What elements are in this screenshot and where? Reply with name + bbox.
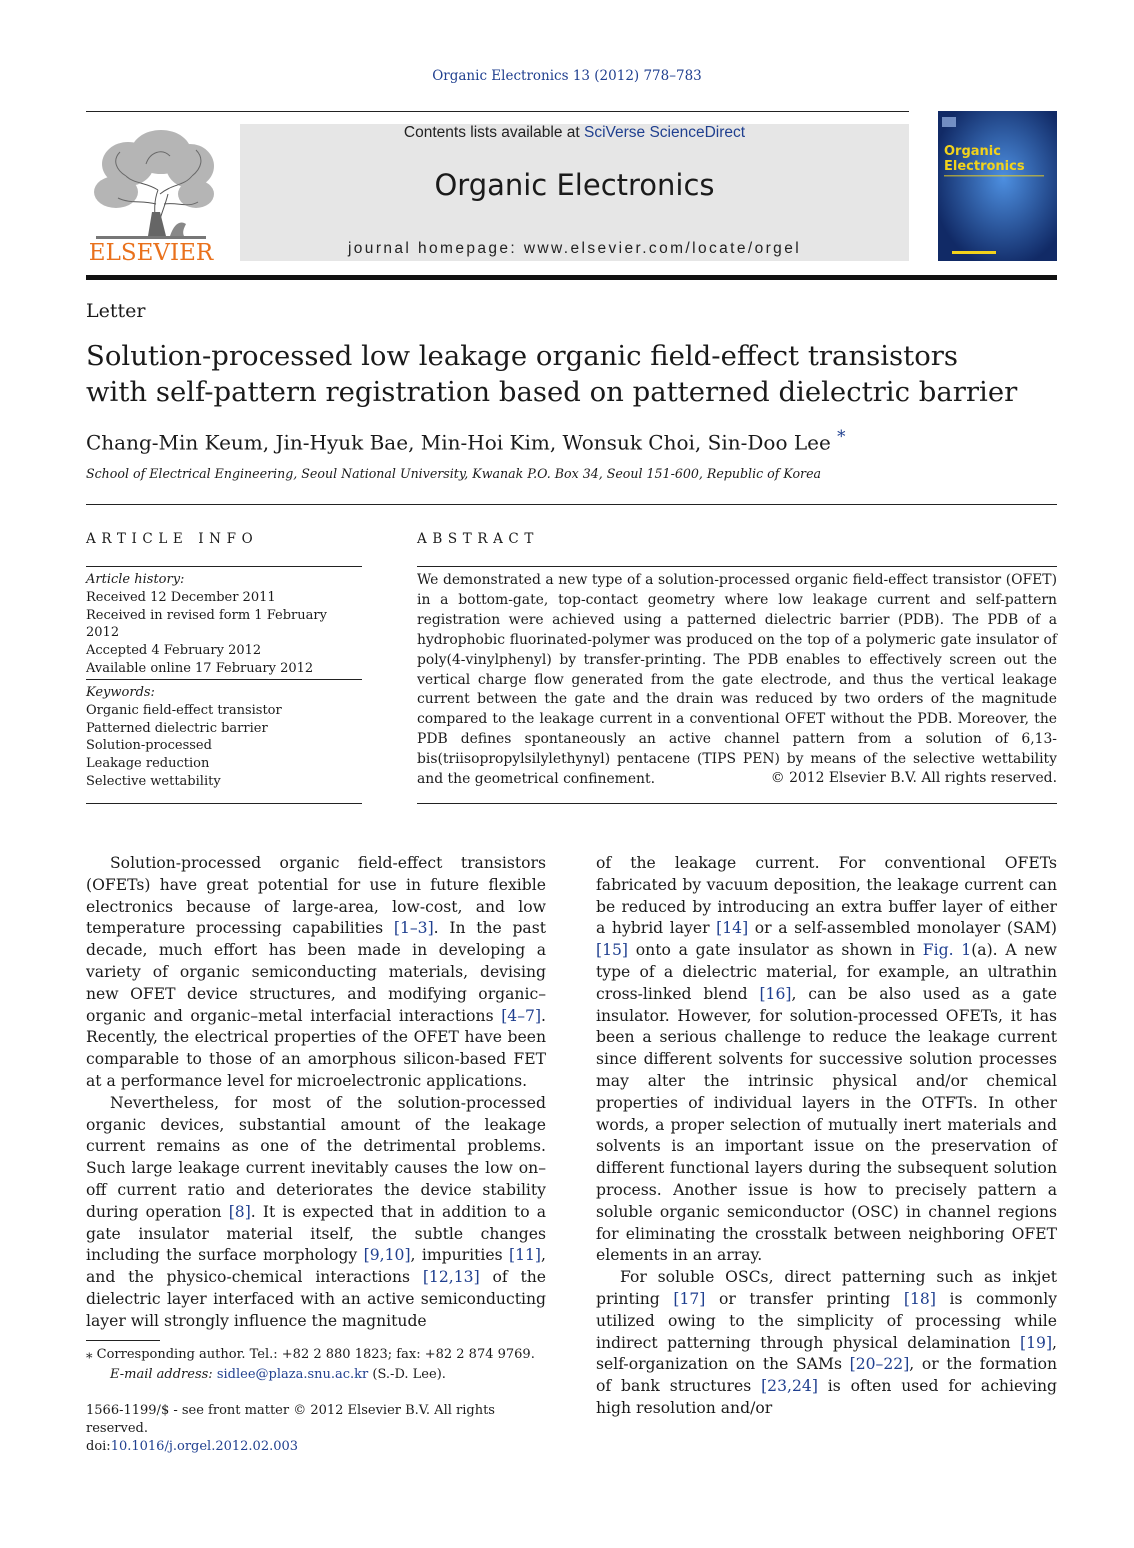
email-label: E-mail address: (110, 1367, 217, 1382)
citation-link[interactable]: [18] (903, 1289, 936, 1308)
footnote-corresponding-line (86, 1345, 556, 1365)
author-names: Chang-Min Keum, Jin-Hyuk Bae, Min-Hoi Kim, Wonsuk Choi, Sin-Doo Lee (86, 430, 831, 455)
abstract-text: We demonstrated a new type of a solution-processed organic field-effect transistor (OFET) in a bottom-gate, top-contact geometry where low leakage current and self-pattern registration were achieved using a patterned dielectric barrier (PDB). The PDB of a hydrophobic fluorinated-polymer was produced on the top of a polymeric gate insulator of poly(4-vinylphenyl) by transfer-printing. The PDB enables to effectively screen out the vertical charge flow generated from the gate electrode, and thus the vertical leakage current between the gate and the drain was reduced by two orders of the magnitude compared to the leakage current in a conventional OFET without the PDB. Moreover, the PDB defines spontaneously an active channel pattern from a solution of 6,13-bis(triisopropylsilylethynyl) pentacene (TIPS PEN) by means of the selective wettability and the geometrical confinement. (417, 572, 1057, 788)
footnote-email-line (86, 1365, 556, 1385)
author-list (86, 427, 845, 455)
paragraph-text: . It is expected that in addition to a gate insulator material itself, the subtle changes including the surface morphology (86, 1202, 546, 1265)
article-history-label: Article history: (86, 572, 185, 587)
citation-link[interactable]: [4–7] (501, 1006, 542, 1025)
paragraph-text: . In the past decade, much effort has been made in developing a variety of organic semiconducting materials, devising new OFET device structures, and modifying organic–organic and organic–metal interfacial interactions (86, 919, 546, 1025)
corresponding-author-mark[interactable]: * (837, 427, 846, 446)
doi-prefix: doi: (86, 1439, 111, 1454)
citation-link[interactable]: [17] (673, 1289, 706, 1308)
paragraph-text: , can be also used as a gate insulator. However, for solution-processed OFETs, it has been a serious challenge to reduce the leakage current since different solvents for successive solution processes may alter the intrinsic physical and/or chemical properties of individual layers in the OTFTs. In other words, a proper selection of mutually inert materials and solvents is an important issue on the preservation of different functional layers during the subsequent solution process. Another issue is how to precisely pattern a soluble organic semiconductor (OSC) in channel regions for eliminating the crosstalk between neighboring OFET elements in an array. (596, 984, 1057, 1265)
keyword-item: Organic field-effect transistor (86, 702, 282, 718)
footnote-rule (86, 1340, 160, 1341)
paragraph-text: Solution-processed organic field-effect transistors (OFETs) have great potential for use in future flexible electronics because of large-area, low-cost, and low temperature processing capabilities (86, 854, 546, 938)
keyword-item: Leakage reduction (86, 756, 210, 772)
paragraph-text: , and the physico-chemical interactions (86, 1246, 546, 1287)
header-thick-rule (86, 275, 1057, 280)
abstract-rule (417, 566, 1057, 567)
paragraph-text: Nevertheless, for most of the solution-processed organic devices, substantial amount of the leakage current remains as one of the detrimental problems. Such large leakage current inevitably causes the low on–off current ratio and deteriorates the device stability during operation (86, 1093, 546, 1221)
citation-link[interactable]: [20–22] (849, 1355, 910, 1374)
paragraph-text: is commonly utilized owing to the simplicity of processing while indirect patterning through physical delamination (596, 1289, 1058, 1352)
keywords (86, 684, 362, 791)
footnote-mark: ⁎ (86, 1347, 93, 1362)
body-column-left (86, 853, 546, 1333)
cover-art (938, 111, 1057, 261)
info-rule (86, 679, 362, 680)
paragraph-text: or a self-assembled monolayer (SAM) (748, 919, 1057, 938)
journal-citation-link[interactable]: Organic Electronics 13 (2012) 778–783 (432, 68, 702, 84)
keyword-item: Patterned dielectric barrier (86, 720, 268, 736)
paragraph-text: For soluble OSCs, direct patterning such as inkjet printing (596, 1268, 1057, 1308)
keyword-item: Selective wettability (86, 773, 221, 789)
citation-link[interactable]: [9,10] (363, 1246, 411, 1265)
citation-link[interactable]: [15] (596, 941, 629, 960)
article-title-line-1: Solution-processed low leakage organic field-effect transistors (86, 340, 959, 372)
paragraph-text: (a). A new type of a dielectric material, for example, an ultrathin cross-linked blend (596, 941, 1058, 1003)
citation-link[interactable]: Fig. 1 (922, 941, 972, 960)
corresponding-author-footnote (86, 1345, 556, 1385)
article-title (86, 338, 1046, 410)
front-matter-line: 1566-1199/$ - see front matter © 2012 Elsevier B.V. All rights reserved. (86, 1403, 495, 1436)
elsevier-tree-icon (86, 124, 216, 264)
history-item: Available online 17 February 2012 (86, 660, 314, 676)
front-matter (86, 1402, 556, 1456)
paragraph-text: onto a gate insulator as shown in (628, 941, 923, 960)
journal-title: Organic Electronics (434, 168, 715, 202)
paragraph-text: or transfer printing (705, 1289, 904, 1308)
svg-text:ELSEVIER: ELSEVIER (88, 240, 214, 264)
abstract-copyright: © 2012 Elsevier B.V. All rights reserved. (770, 770, 1057, 786)
paragraph-text: , or the formation of bank structures (596, 1355, 1058, 1396)
history-item: Accepted 4 February 2012 (86, 643, 262, 659)
paragraph-text: , impurities (410, 1246, 509, 1265)
body-paragraph (596, 853, 1057, 1267)
info-rule (86, 566, 362, 567)
journal-homepage-link[interactable]: journal homepage: www.elsevier.com/locate/orgel (347, 240, 802, 257)
svg-text:Electronics: Electronics (944, 159, 1025, 174)
paragraph-text: is often used for achieving high resolution and/or (596, 1377, 1058, 1417)
paragraph-text: . Recently, the electrical properties of the OFET have been comparable to those of an amorphous silicon-based FET at a performance level for microelectronic applications. (86, 1006, 546, 1090)
history-item: Received in revised form 1 February 2012 (86, 607, 327, 641)
body-paragraph (596, 1267, 1057, 1420)
sciencedirect-link[interactable]: SciVerse ScienceDirect (583, 124, 746, 141)
contents-available-line (240, 124, 909, 142)
journal-cover-image[interactable] (938, 111, 1057, 261)
abstract-rule (417, 803, 1057, 804)
abstract-heading: ABSTRACT (417, 531, 539, 547)
info-rule (86, 803, 362, 804)
keyword-item: Solution-processed (86, 738, 212, 754)
citation-link[interactable]: [16] (759, 984, 792, 1003)
author-affiliation: School of Electrical Engineering, Seoul National University, Kwanak P.O. Box 34, Seoul 151-600, Republic of Korea (86, 466, 822, 481)
email-link[interactable]: sidlee@plaza.snu.ac.kr (216, 1367, 369, 1382)
keywords-label: Keywords: (86, 685, 155, 700)
body-paragraph (86, 1093, 546, 1333)
article-type: Letter (86, 300, 146, 322)
citation-link[interactable]: [1–3] (393, 919, 434, 938)
contents-prefix: Contents lists available at (403, 124, 584, 141)
paragraph-text: , self-organization on the SAMs (596, 1333, 1057, 1374)
paragraph-text: of the leakage current. For conventional OFETs fabricated by vacuum deposition, the leakage current can be reduced by introducing an extra buffer layer of either a hybrid layer (596, 854, 1057, 938)
email-suffix: (S.-D. Lee). (368, 1367, 446, 1382)
citation-link[interactable]: [19] (1020, 1333, 1053, 1352)
doi-line (86, 1438, 556, 1456)
citation-link[interactable]: [12,13] (422, 1268, 480, 1287)
section-rule (86, 504, 1057, 505)
body-paragraph (86, 853, 546, 1093)
body-column-right (596, 853, 1057, 1420)
svg-text:Organic: Organic (944, 144, 1001, 159)
citation-link[interactable]: [11] (509, 1246, 542, 1265)
article-info-heading: ARTICLE INFO (86, 531, 259, 547)
article-history (86, 571, 362, 678)
elsevier-logo (86, 124, 216, 264)
citation-link[interactable]: [23,24] (761, 1377, 818, 1396)
article-title-line-2: with self-pattern registration based on patterned dielectric barrier (86, 376, 1018, 408)
footnote-contact: Corresponding author. Tel.: +82 2 880 1823; fax: +82 2 874 9769. (96, 1347, 535, 1362)
citation-link[interactable]: [8] (228, 1202, 251, 1221)
citation-link[interactable]: [14] (716, 919, 749, 938)
history-item: Received 12 December 2011 (86, 589, 276, 605)
header-top-rule (86, 111, 909, 112)
doi-link[interactable]: 10.1016/j.orgel.2012.02.003 (110, 1439, 299, 1454)
paragraph-text: of the dielectric layer interfaced with an active semiconducting layer will strongly influence the magnitude (86, 1268, 546, 1330)
